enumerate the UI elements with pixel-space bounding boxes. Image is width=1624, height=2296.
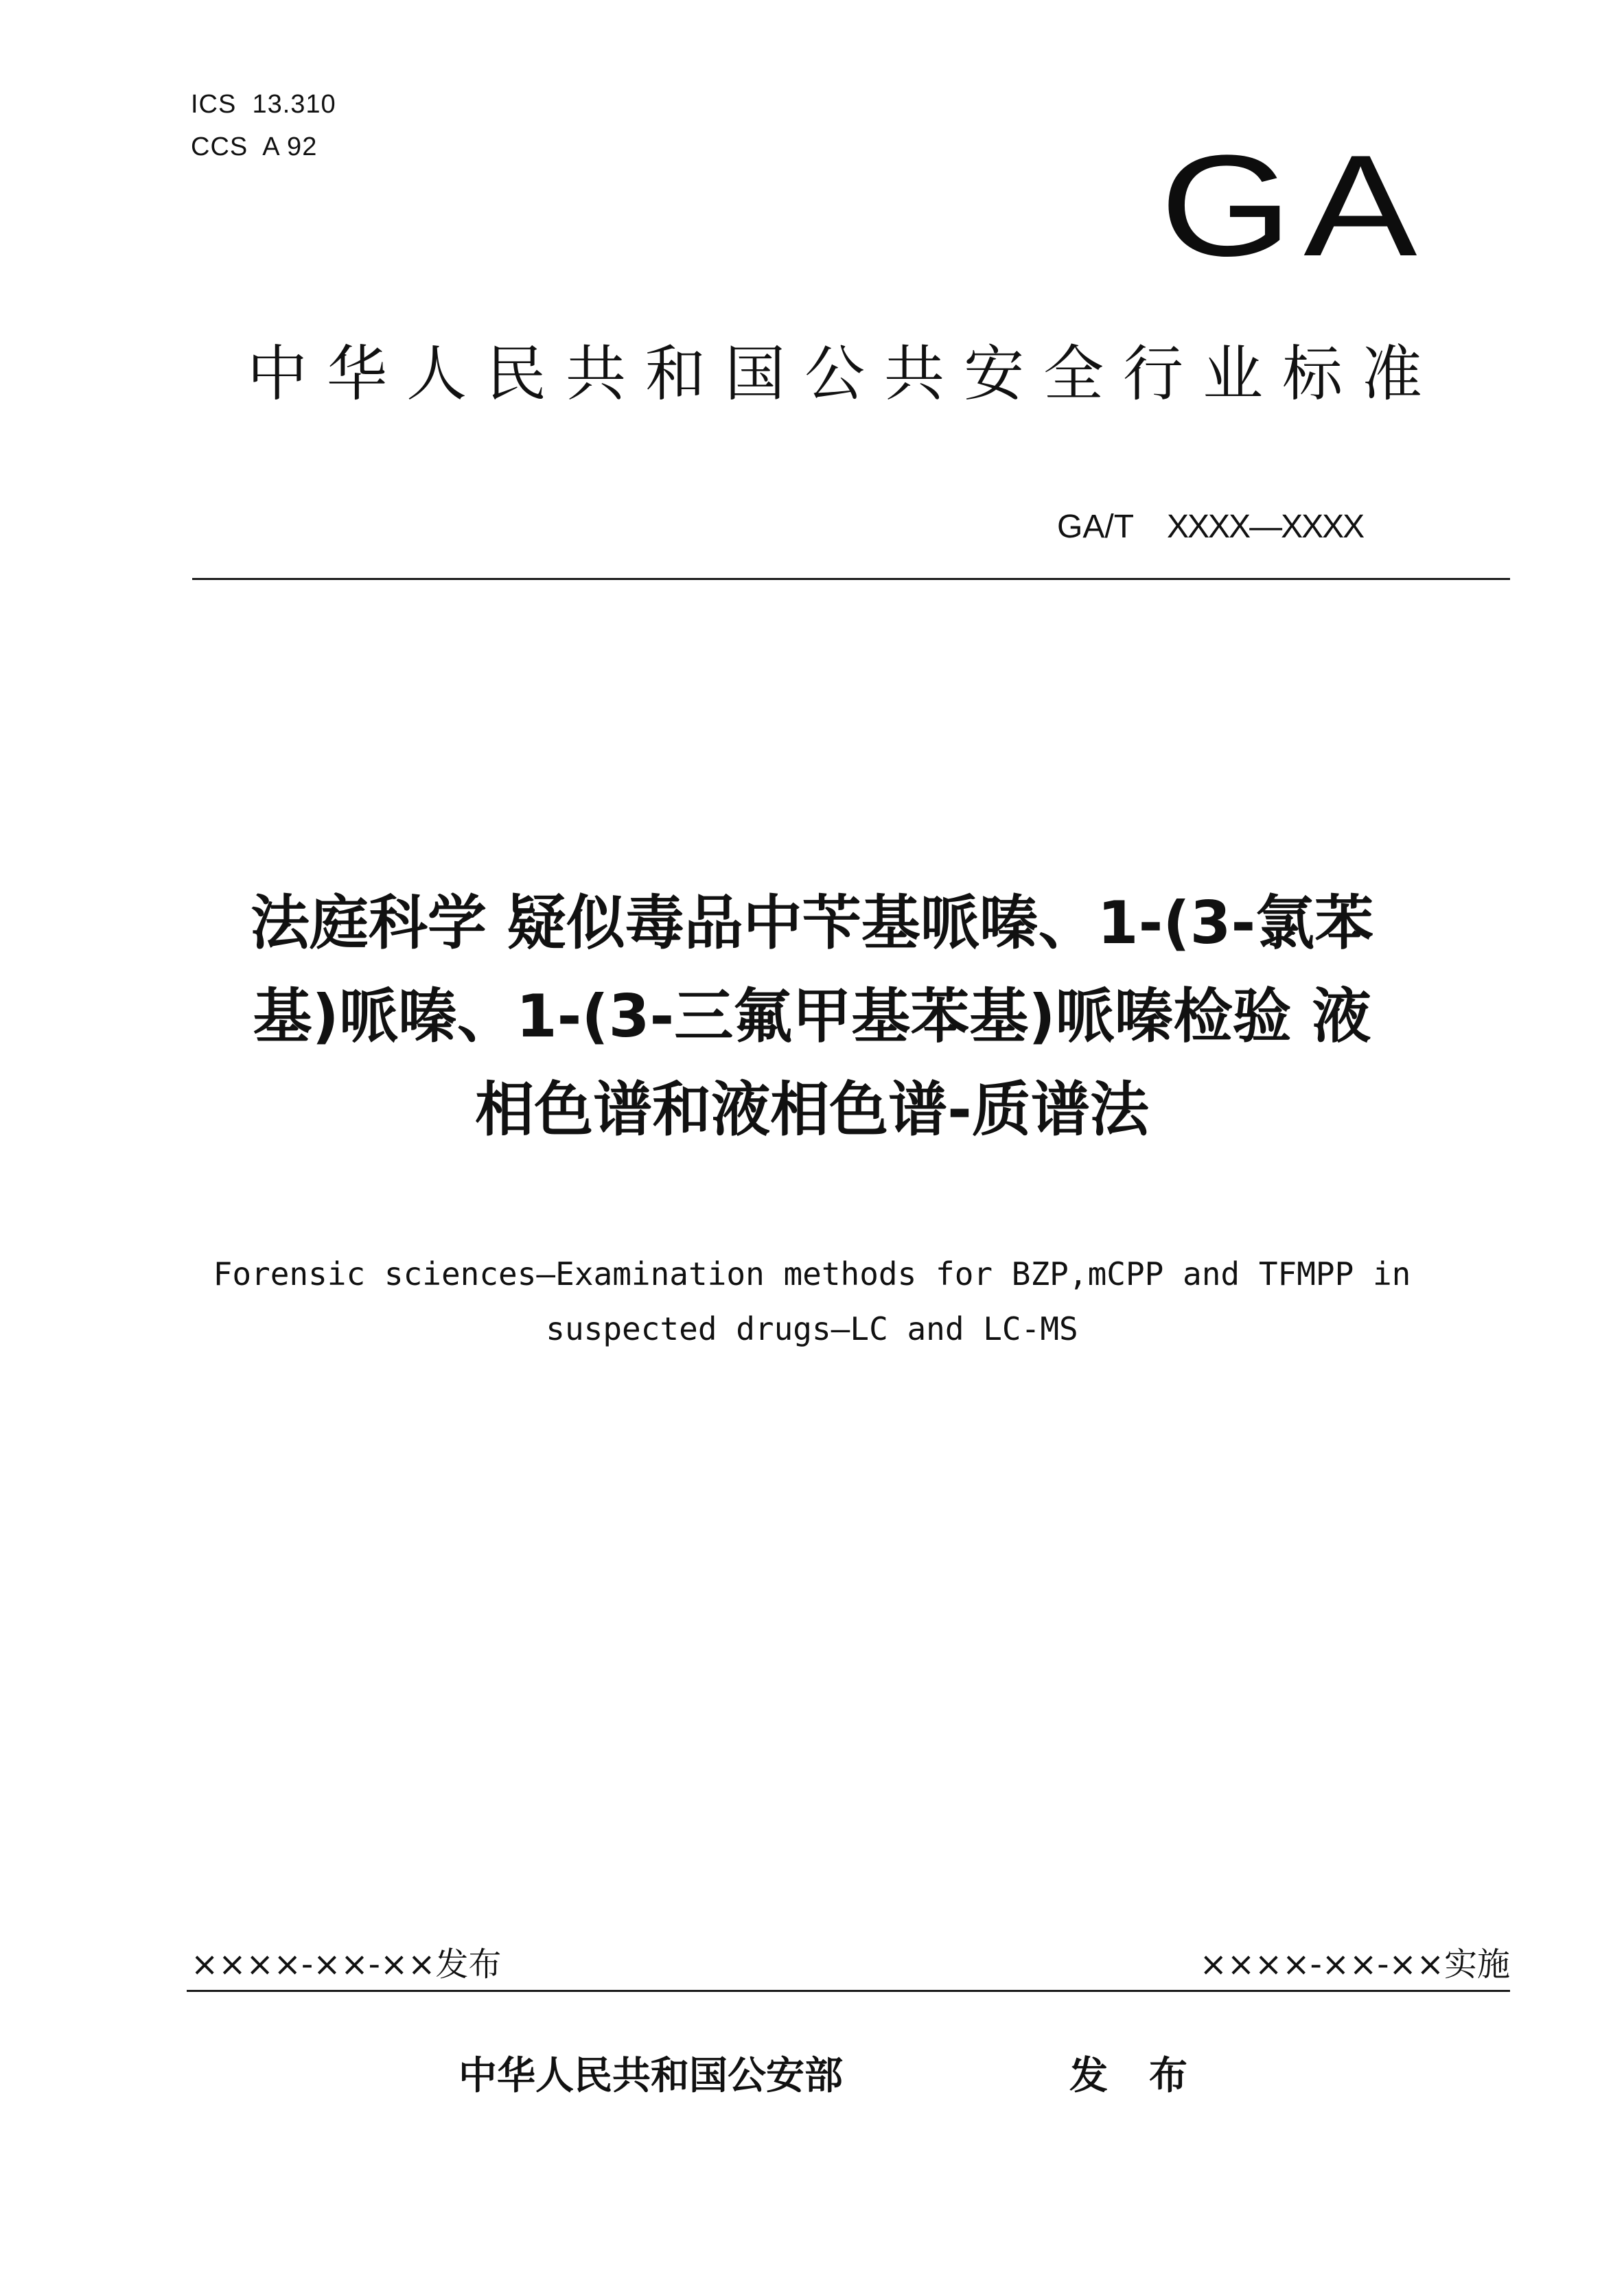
english-title-line-1: Forensic sciences—Examination methods for BZP,mCPP and TFMPP in (213, 1255, 1411, 1292)
ics-code: ICS 13.310 (191, 90, 336, 119)
standard-number-prefix: GA/T (1057, 509, 1135, 545)
issuing-authority: 中华人民共和国公安部 (459, 2054, 843, 2098)
chinese-title-line-2: 基)哌嗪、1-(3-三氟甲基苯基)哌嗪检验 液 (253, 982, 1371, 1051)
standard-number-value: XXXX—XXXX (1167, 509, 1364, 545)
footer-divider (187, 1990, 1510, 1992)
implementation-date: ××××-××-××实施 (1199, 1945, 1510, 1984)
header-divider (192, 578, 1510, 580)
issue-date: ××××-××-××发布 (191, 1945, 502, 1984)
chinese-title-line-3: 相色谱和液相色谱-质谱法 (475, 1076, 1149, 1144)
chinese-title-line-1: 法庭科学 疑似毒品中苄基哌嗪、1-(3-氯苯 (250, 889, 1374, 958)
issue-label: 发布 (1069, 2054, 1229, 2098)
ccs-code: CCS A 92 (191, 132, 318, 161)
english-title-line-2: suspected drugs—LC and LC-MS (546, 1310, 1078, 1347)
ga-logo: GA (1160, 125, 1429, 286)
standard-number (1057, 507, 1363, 548)
standard-category-title: 中华人民共和国公共安全行业标准 (247, 338, 1442, 409)
